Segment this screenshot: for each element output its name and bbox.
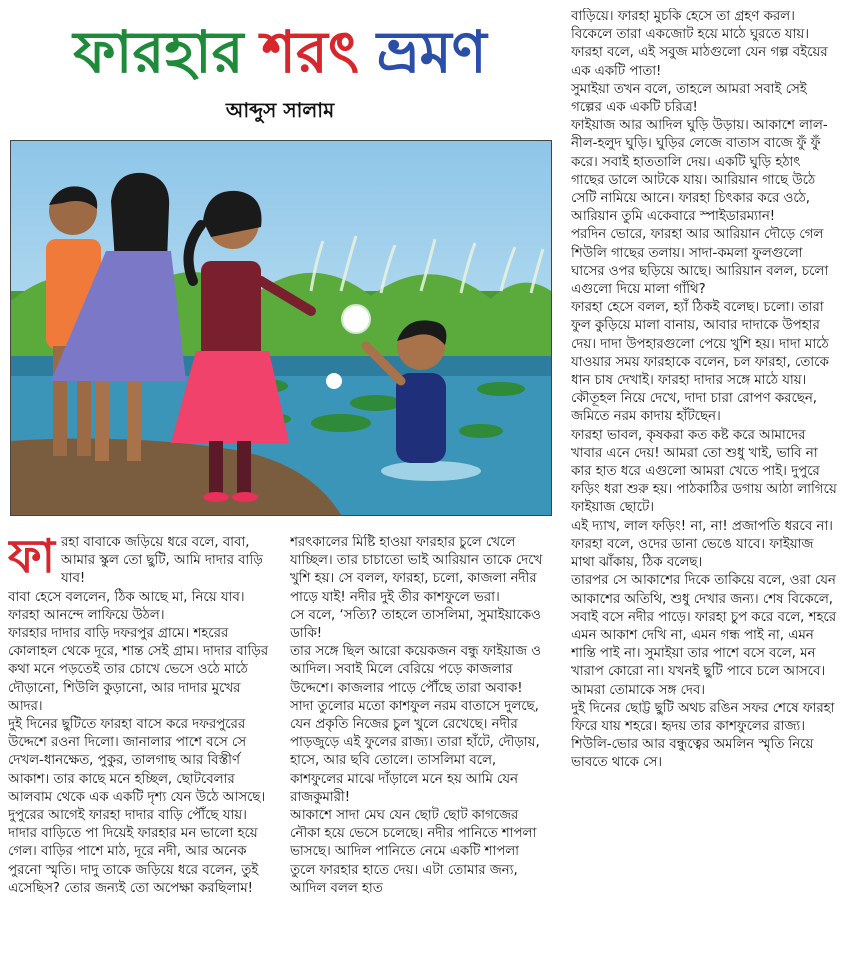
story-paragraph: শরৎকালের মিষ্টি হাওয়া ফারহার চুলে খেলে যাচ্ছিল। তার চাচাতো ভাই আরিয়ান তাকে দেখে খুশি হয়। সে বলল, ফারহা, চলো, কাজলা নদীর পাড়ে যাই! নদীর দুই তীর কাশফুলে ভরা। — [290, 535, 543, 605]
story-column-1 — [8, 534, 276, 974]
story-column-2 — [290, 534, 548, 974]
story-paragraph: তারপর সে আকাশের দিকে তাকিয়ে বলে, ওরা যেন আকাশের অতিথি, শুধু দেখার জন্য। শেষ বিকেলে, সবাই বসে নদীর পাড়ে। ফারহা চুপ করে বলে, শহরে এমন আকাশ দেখি না, এমন গন্ধ পাই না, এমন শান্তি পাই না। সুমাইয়া তার পাশে বসে বলে, মন খারাপ কোরো না। যখনই ছুটি পাবে চলে আসবে। আমরা তোমাকে সঙ্গ দেব। — [571, 573, 837, 698]
story-paragraph: পরদিন ভোরে, ফারহা আর আরিয়ান দৌড়ে গেল শিউলি গাছের তলায়। সাদা-কমলা ফুলগুলো ঘাসের ওপর ছড়িয়ে আছে। আরিয়ান বলল, চলো এগুলো দিয়ে মালা গাঁথি? — [571, 227, 829, 298]
story-paragraph: আকাশে সাদা মেঘ যেন ছোট ছোট কাগজের নৌকা হয়ে ভেসে চলেছে। নদীর পানিতে শাপলা ভাসছে। আদিল পানিতে নেমে একটি শাপলা তুলে ফারহার হাতে দেয়। এটা তোমার জন্য, আদিল বলল হাত — [290, 808, 537, 896]
story-illustration — [10, 140, 552, 516]
story-paragraph: ফারহার দাদার বাড়ি দফরপুর গ্রামে। শহরের কোলাহল থেকে দূরে, শান্ত সেই গ্রাম। দাদার বাড়ির কথা মনে পড়তেই তার চোখে ভেসে ওঠে মাঠে দৌড়ানো, শিউলি কুড়ানো, আর দাদার মুখের আদর। — [8, 626, 269, 714]
title-word-3: ভ্রমণ — [376, 18, 487, 86]
illustration-drawing — [11, 141, 551, 515]
story-title — [10, 12, 550, 92]
water-lily — [326, 373, 342, 389]
title-word-1: ফারহার — [73, 18, 244, 86]
story-paragraph: বাবা হেসে বললেন, ঠিক আছে মা, নিয়ে যাব। ফারহা আনন্দে লাফিয়ে উঠল। — [8, 589, 245, 623]
story-paragraph: ফাইয়াজ আর আদিল ঘুড়ি উড়ায়। আকাশে লাল-নীল-হলুদ ঘুড়ি। ঘুড়ির লেজে বাতাস বাজে ফুঁ ফুঁ করে। সবাই হাততালি দেয়। একটি ঘুড়ি হঠাৎ গাছের ডালে আটকে যায়। আরিয়ান গাছে উঠে সেটি নামিয়ে আনে। ফারহা চিৎকার করে ওঠে, আরিয়ান তুমি একেবারে স্পাইডারম্যান! — [571, 118, 828, 225]
drop-cap: ফা — [8, 534, 55, 583]
story-column-3 — [571, 8, 837, 974]
story-paragraph: ফারহা ভাবল, কৃষকরা কত কষ্ট করে আমাদের খাবার এনে দেয়! আমরা তো শুধু খাই, ভাবি না কার হাত ধরে এগুলো আমরা খেতে পাই। দুপুরে ফড়িং ধরা শুরু হয়। পাঠকাঠির ডগায় আঠা লাগিয়ে ফাইয়াজ ছোটে। — [571, 427, 837, 516]
story-paragraph: তার সঙ্গে ছিল আরো কয়েকজন বন্ধু ফাইয়াজ ও আদিল। সবাই মিলে বেরিয়ে পড়ে কাজলার উদ্দেশে। কাজলার পাড়ে পৌঁছে তারা অবাক! সাদা তুলোর মতো কাশফুল নরম বাতাসে দুলছে, যেন প্রকৃতি নিজের চুল খুলে রেখেছে। নদীর পাড়জুড়ে এই ফুলের রাজ্য। তারা হাঁটে, দৌড়ায়, হাসে, আর ছবি তোলে। তাসলিমা বলে, কাশফুলের মাঝে দাঁড়ালে মনে হয় আমি যেন রাজকুমারী! — [290, 644, 541, 805]
story-paragraph: বাড়িয়ে। ফারহা মুচকি হেসে তা গ্রহণ করল। বিকেলে তারা একজোট হয়ে মাঠে ঘুরতে যায়। ফারহা বলে, এই সবুজ মাঠগুলো যেন গল্প বইয়ের এক একটি পাতা! — [571, 9, 828, 79]
story-paragraph: ফারহা হেসে বলল, হ্যাঁ ঠিকই বলেছ। চলো। তারা ফুল কুড়িয়ে মালা বানায়, আবার দাদাকে উপহার দেয়। দাদা উপহারগুলো পেয়ে খুশি হয়। দাদা মাঠে যাওয়ার সময় ফারহাকে বলেন, চল ফারহা, তোকে ধান চাষ দেখাই। ফারহা দাদার সঙ্গে মাঠে যায়। কৌতূহল নিয়ে দেখে, দাদা চারা রোপণ করছেন, জমিতে নরম কাদায় হাঁটছেন। — [571, 300, 829, 425]
author-name: আব্দুস সালাম — [225, 98, 335, 122]
title-word-2: শরৎ — [261, 18, 359, 86]
story-paragraph: সুমাইয়া তখন বলে, তাহলে আমরা সবাই সেই গল্পের এক একটি চরিত্র! — [571, 81, 807, 116]
story-paragraph: এই দ্যাখ, লাল ফড়িং! না, না! প্রজাপতি ধরবে না। — [571, 518, 833, 534]
story-paragraph: দুই দিনের ছুটিতে ফারহা বাসে করে দফরপুরের উদ্দেশে রওনা দিলো। জানালার পাশে বসে সে দেখল-ধানক্ষেত, পুকুর, তালগাছ আর বিস্তীর্ণ আকাশ। তার কাছে মনে হচ্ছিল, ছোটবেলার আলবাম থেকে এক একটি দৃশ্য যেন উঠে আসছে। দুপুরের আগেই ফারহা দাদার বাড়ি পৌঁছে যায়। দাদার বাড়িতে পা দিয়েই ফারহার মন ভালো হয়ে গেল। বাড়ির পাশে মাঠ, দূরে নদী, আর অনেক পুরনো স্মৃতি। দাদু তাকে জড়িয়ে ধরে বলেন, তুই এসেছিস? তোর জন্যই তো অপেক্ষা করছিলাম! — [8, 717, 266, 896]
story-paragraph: ফারহা বলে, ওদের ডানা ভেঙে যাবে। ফাইয়াজ মাথা ঝাঁকায়, ঠিক বলেছ। — [571, 536, 814, 571]
story-paragraph: দুই দিনের ছোট্ট ছুটি অথচ রঙিন সফর শেষে ফারহা ফিরে যায় শহরে। হৃদয় তার কাশফুলের রাজ্য। শিউলি-ভোর আর বন্ধুত্বের অমলিন স্মৃতি নিয়ে ভাবতে থাকে সে। — [571, 700, 835, 771]
story-paragraph: সে বলে, ‘সত্যি? তাহলে তাসলিমা, সুমাইয়াকেও ডাকি! — [290, 607, 541, 642]
story-paragraph: ফারহা বাবাকে জড়িয়ে ধরে বলে, বাবা, আমার স্কুল তো ছুটি, আমি দাদার বাড়ি যাব! — [8, 534, 263, 587]
